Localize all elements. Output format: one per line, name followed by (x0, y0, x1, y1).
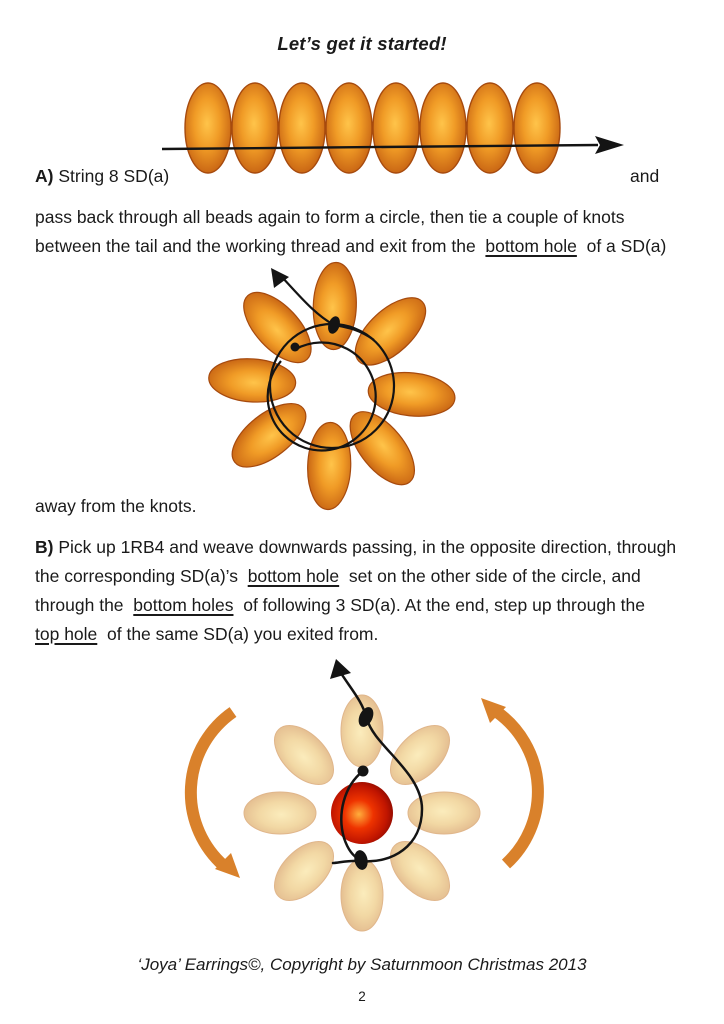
strand-beads-group (185, 83, 560, 173)
flower-petal-bead (380, 831, 461, 912)
step-a-paragraph-line (35, 206, 625, 228)
rotation-arrow-left-icon (191, 712, 233, 866)
step-a-closing: away from the knots. (35, 496, 197, 516)
page-number: 2 (358, 989, 366, 1004)
flower-petal-bead (264, 715, 345, 796)
underlined-term: bottom hole (247, 566, 340, 586)
text-run: of following 3 SD(a). At the end, step up through the (233, 595, 645, 615)
ring-figure (150, 256, 550, 520)
step-b-paragraph-line (35, 565, 641, 587)
exit-thread-arrowhead-icon (271, 268, 289, 288)
underlined-term: top hole (35, 624, 98, 644)
text-run: through the (35, 595, 134, 615)
seed-bead (326, 83, 372, 173)
step-b-paragraph-line (35, 594, 645, 616)
step-b-paragraph-line (35, 536, 676, 558)
text-run: set on the other side of the circle, and (339, 566, 641, 586)
footer-credit: ‘Joya’ Earrings©, Copyright by Saturnmoon Christmas 2013 (137, 955, 587, 974)
step-a-heading (35, 165, 169, 187)
step-a-paragraph-line (35, 235, 666, 257)
strand-thread-arrowhead-icon (595, 136, 624, 154)
underlined-term: bottom holes (133, 595, 234, 615)
text-run: A) (35, 166, 54, 186)
step-a-trailing-word: and (630, 166, 660, 186)
text-run: Pick up 1RB4 and weave downwards passing, in the opposite direction, through (53, 537, 677, 557)
underlined-term: bottom hole (485, 236, 577, 256)
text-run: between the tail and the working thread and exit from the (35, 236, 486, 256)
text-run: String 8 SD(a) (53, 166, 170, 186)
seed-bead (373, 83, 419, 173)
seed-bead (514, 83, 560, 173)
text-run: pass back through all beads again to form a circle, then tie a couple of knots (35, 207, 625, 227)
seed-bead (185, 83, 231, 173)
seed-bead (232, 83, 278, 173)
seed-bead (279, 83, 325, 173)
ring-beads-group (207, 262, 457, 510)
seed-bead (467, 83, 513, 173)
knot-dot (291, 343, 300, 352)
flower-petal-bead (264, 831, 345, 912)
seed-bead (312, 262, 358, 350)
text-run: of a SD(a) (576, 236, 667, 256)
seed-bead (366, 368, 457, 420)
flower-thread-arrowhead-icon (330, 659, 351, 679)
seed-bead (207, 356, 297, 405)
flower-petal-bead (244, 792, 316, 834)
thread-hole-marker-middle (358, 766, 369, 777)
step-b-paragraph-line (35, 623, 378, 645)
rotation-arrow-right-icon (497, 712, 538, 864)
seed-bead (420, 83, 466, 173)
text-run: the corresponding SD(a)’s (35, 566, 248, 586)
text-run: of the same SD(a) you exited from. (97, 624, 379, 644)
seed-bead (306, 422, 352, 510)
page-title: Let’s get it started! (277, 33, 447, 54)
flower-figure (140, 646, 570, 952)
center-red-bead (331, 782, 393, 844)
text-run: B) (35, 537, 54, 557)
